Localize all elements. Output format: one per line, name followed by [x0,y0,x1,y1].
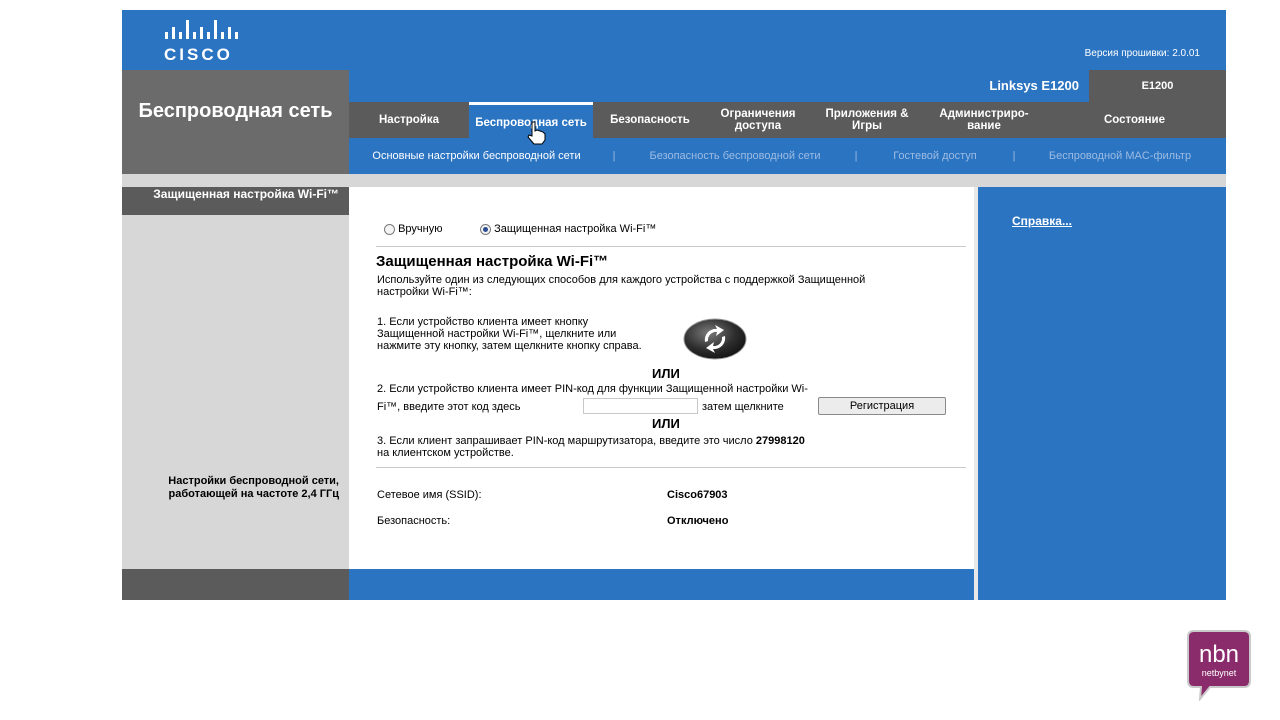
security-value: Отключено [667,515,729,527]
left-footer [122,569,349,600]
ssid-value: Cisco67903 [667,489,728,501]
tab-setup[interactable]: Настройка [379,114,439,126]
model-bar [349,70,1089,102]
help-panel [974,187,1226,600]
tab-wireless[interactable]: Беспроводная сеть [469,102,593,141]
tab-access-restrictions[interactable]: Ограничения доступа [720,108,796,132]
divider [376,467,966,468]
tab-status[interactable]: Состояние [1103,114,1166,126]
tab-administration[interactable]: Администриро-вание [939,108,1029,132]
cisco-wordmark: CISCO [164,45,233,64]
wps-step3-text: 3. Если клиент запрашивает PIN-код маршрутизатора, введите это число [377,435,753,447]
separator-band [349,174,1226,187]
security-label: Безопасность: [377,515,451,527]
mode-wps-label: Защищенная настройка Wi-Fi™ [494,223,657,235]
wps-intro: Используйте один из следующих способов для каждого устройства с поддержкой Защищенной настройки Wi-Fi™: [377,274,866,298]
divider [376,246,966,247]
wps-step2-then: затем щелкните [702,401,784,413]
subtab-basic-settings[interactable]: Основные настройки беспроводной сети [372,150,581,162]
header-bar [122,10,1226,70]
wps-step2-line2: Fi™, введите этот код здесь [377,401,521,413]
subtab-wireless-security[interactable]: Безопасность беспроводной сети [649,150,821,162]
nbn-logo-text: nbn [1198,641,1240,668]
tab-security[interactable]: Безопасность [610,114,690,126]
left-label-24ghz: Настройки беспроводной сети, работающей на частоте 2,4 ГГц [168,475,339,500]
nbn-watermark-logo [1186,629,1252,701]
subtab-separator: | [612,150,616,162]
subtab-separator: | [854,150,858,162]
sub-tabs [349,138,1226,174]
wps-step2-line1: 2. Если устройство клиента имеет PIN-код для функции Защищенной настройки Wi- [377,383,808,395]
mode-manual-label: Вручную [398,223,443,235]
pin-input[interactable] [583,398,698,414]
wps-heading: Защищенная настройка Wi-Fi™ [376,253,609,270]
main-tabs [349,102,1226,138]
subtab-guest-access[interactable]: Гостевой доступ [893,150,977,162]
wps-step3-end: на клиентском устройстве. [377,447,514,459]
wps-step1: 1. Если устройство клиента имеет кнопку Защищенной настройки Wi-Fi™, щелкните или нажмите эту кнопку, затем щелкните кнопку справа. [377,316,642,352]
router-pin: 27998120 [755,435,805,447]
mode-wps-option[interactable] [480,223,656,235]
ssid-label: Сетевое имя (SSID): [377,489,482,501]
radio-manual[interactable] [384,224,395,235]
or-label-2: ИЛИ [652,416,680,431]
model-code: E1200 [1089,70,1226,102]
subtab-mac-filter[interactable]: Беспроводной MAC-фильтр [1048,150,1192,162]
nbn-logo-sub: netbynet [1201,668,1237,678]
left-label-wps: Защищенная настройка Wi-Fi™ [122,187,349,215]
model-name: Linksys E1200 [989,78,1079,93]
firmware-version: Версия прошивки: 2.0.01 [1084,48,1200,59]
help-link[interactable]: Справка... [1012,214,1072,228]
footer-bar [349,569,974,600]
tab-applications-gaming[interactable]: Приложения & Игры [825,108,909,132]
register-button[interactable]: Регистрация [818,397,946,415]
radio-wps[interactable] [480,224,491,235]
mode-manual-option[interactable] [384,223,442,235]
hand-cursor-icon [526,121,548,145]
or-label-1: ИЛИ [652,366,680,381]
section-title: Беспроводная сеть [122,70,349,174]
wps-button-icon[interactable] [683,318,747,360]
cisco-logo [158,18,268,64]
subtab-separator: | [1012,150,1016,162]
wps-step3 [377,435,967,447]
